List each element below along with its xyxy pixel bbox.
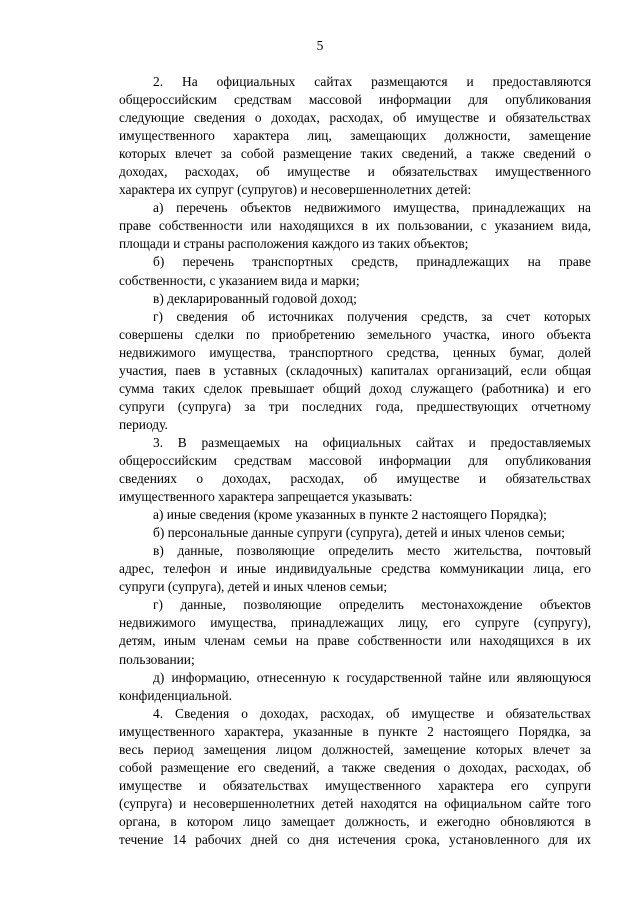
text-line: периоду. bbox=[119, 416, 168, 432]
text-line: адрес, телефон и иные индивидуальные средства коммуникации лица, его bbox=[119, 561, 591, 577]
text-line: д) информацию, отнесенную к государственной тайне или являющуюся bbox=[153, 669, 591, 685]
text-line: супруги (супруга), детей и иных членов семьи; bbox=[119, 579, 388, 595]
text-line: сведениях о доходах, расходах, об имуществе и обязательствах bbox=[119, 471, 591, 487]
text-line: (супруга) и несовершеннолетних детей находятся на официальном сайте того bbox=[119, 795, 591, 811]
page-number: 5 bbox=[316, 38, 324, 53]
text-line: общероссийским средствам массовой информации для опубликования bbox=[119, 452, 591, 468]
text-line: 3. В размещаемых на официальных сайтах и предоставляемых bbox=[153, 434, 591, 450]
text-line: а) перечень объектов недвижимого имущества, принадлежащих на bbox=[153, 200, 591, 216]
text-line: следующие сведения о доходах, расходах, об имуществе и обязательствах bbox=[119, 110, 591, 126]
text-line: праве собственности или находящихся в их пользовании, с указанием вида, bbox=[119, 218, 591, 234]
text-line: а) иные сведения (кроме указанных в пункте 2 настоящего Порядка); bbox=[153, 507, 547, 523]
document-body bbox=[119, 73, 591, 849]
text-line: г) сведения об источниках получения средств, за счет которых bbox=[153, 308, 591, 324]
text-line: недвижимого имущества, транспортного средства, ценных бумаг, долей bbox=[119, 344, 591, 360]
text-line: 4. Сведения о доходах, расходах, об имуществе и обязательствах bbox=[153, 705, 591, 721]
text-line: собственности, с указанием вида и марки; bbox=[119, 272, 360, 288]
text-line: течение 14 рабочих дней со дня истечения срока, установленного для их bbox=[119, 831, 591, 847]
text-line: сумма таких сделок превышает общий доход служащего (работника) и его bbox=[119, 380, 591, 396]
text-line: имущественного характера лиц, замещающих должности, замещение bbox=[119, 128, 591, 144]
text-line: органа, в котором лицо замещает должность, и ежегодно обновляются в bbox=[119, 813, 591, 829]
text-line: общероссийским средствам массовой информации для опубликования bbox=[119, 92, 591, 108]
text-line: участия, паев в уставных (складочных) капиталах организаций, если общая bbox=[119, 362, 591, 378]
text-line: весь период замещения лицом должностей, замещение которых влечет за bbox=[119, 741, 591, 757]
text-line: в) декларированный годовой доход; bbox=[153, 290, 357, 306]
text-line: собой размещение его сведений, а также сведения о доходах, расходах, об bbox=[119, 759, 591, 775]
text-line: совершены сделки по приобретению земельного участка, иного объекта bbox=[119, 326, 591, 342]
text-line: имущественного характера, указанные в пункте 2 настоящего Порядка, за bbox=[119, 723, 591, 739]
text-line: характера их супруг (супругов) и несовершеннолетних детей: bbox=[119, 182, 472, 198]
text-line: в) данные, позволяющие определить место жительства, почтовый bbox=[153, 543, 591, 559]
text-line: имущественного характера запрещается указывать: bbox=[119, 489, 413, 505]
text-line: которых влечет за собой размещение таких сведений, а также сведений о bbox=[119, 146, 591, 162]
text-line: площади и страны расположения каждого из таких объектов; bbox=[119, 236, 469, 252]
text-line: б) персональные данные супруги (супруга), детей и иных членов семьи; bbox=[153, 525, 566, 541]
text-line: супруги (супруга) за три последних года, предшествующих отчетному bbox=[119, 398, 591, 414]
text-line: недвижимого имущества, принадлежащих лицу, его супруге (супругу), bbox=[119, 615, 591, 631]
text-line: г) данные, позволяющие определить местонахождение объектов bbox=[153, 597, 591, 613]
text-line: пользовании; bbox=[119, 651, 195, 667]
text-line: имуществе и обязательствах имущественного характера его супруги bbox=[119, 777, 591, 793]
text-line: доходах, расходах, об имуществе и обязательствах имущественного bbox=[119, 164, 591, 180]
text-line: б) перечень транспортных средств, принадлежащих на праве bbox=[153, 254, 591, 270]
text-line: конфиденциальной. bbox=[119, 687, 233, 703]
text-line: детям, иным членам семьи на праве собственности или находящихся в их bbox=[119, 633, 591, 649]
text-line: 2. На официальных сайтах размещаются и предоставляются bbox=[153, 74, 591, 89]
